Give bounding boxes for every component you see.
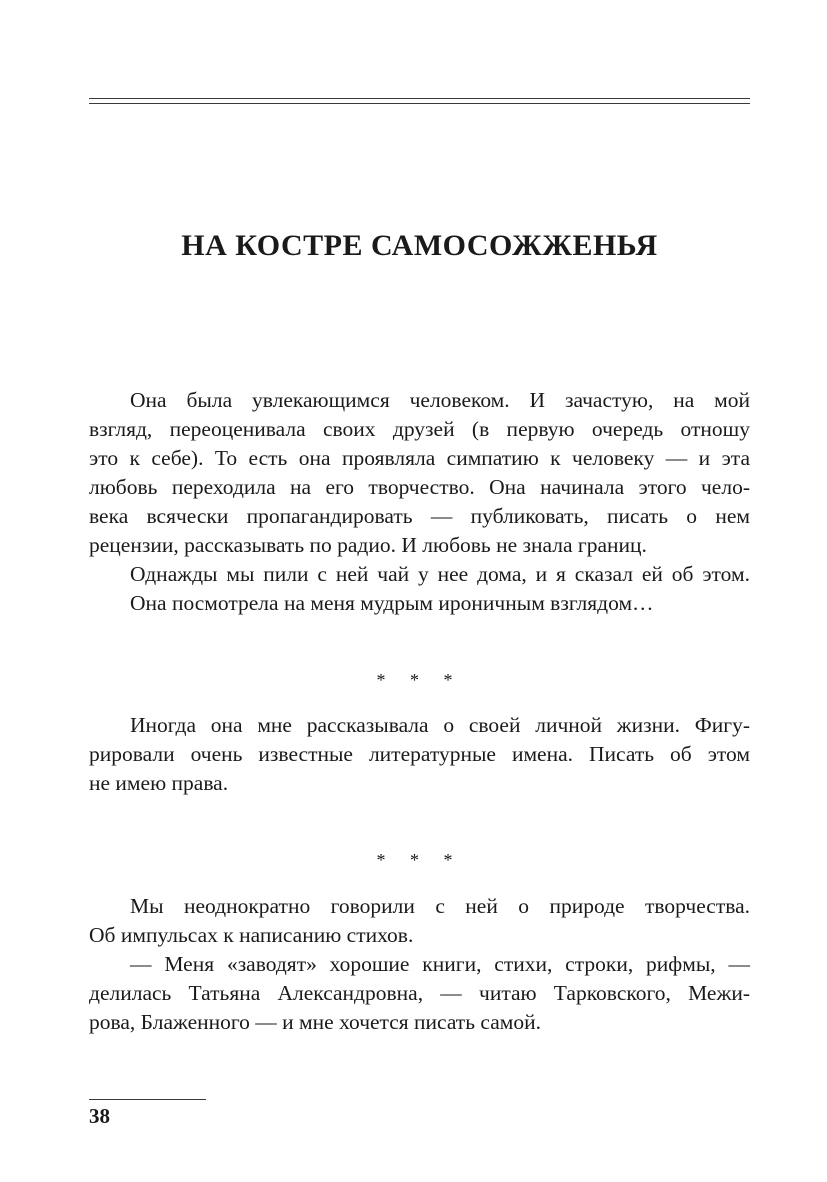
text-line: — Меня «заводят» хорошие книги, стихи, строки, рифмы, — bbox=[130, 952, 750, 976]
text-line: Однажды мы пили с ней чай у нее дома, и я сказал ей об этом. bbox=[130, 562, 750, 586]
text-line: Иногда она мне рассказывала о своей личной жизни. Фигу- bbox=[130, 713, 750, 737]
text-line: любовь переходила на его творчество. Она начинала этого чело- bbox=[89, 475, 750, 499]
page-number: 38 bbox=[89, 1104, 110, 1128]
text-line: Она посмотрела на меня мудрым ироничным взглядом… bbox=[130, 591, 654, 615]
text-section-3 bbox=[89, 892, 750, 1037]
text-line: Мы неоднократно говорили с ней о природе творчества. bbox=[130, 894, 750, 918]
text-line: не имею права. bbox=[89, 771, 229, 795]
text-section-1 bbox=[89, 386, 750, 618]
text-line: делилась Татьяна Александровна, — читаю Тарковского, Межи- bbox=[89, 981, 750, 1005]
text-line: Об импульсах к написанию стихов. bbox=[89, 923, 414, 947]
text-line: века всячески пропагандировать — публиковать, писать о нем bbox=[89, 504, 750, 528]
text-section-2 bbox=[89, 711, 750, 798]
text-line: взгляд, переоценивала своих друзей (в первую очередь отношу bbox=[89, 417, 750, 441]
section-separator: * * * bbox=[376, 850, 463, 870]
text-line: рировали очень известные литературные имена. Писать об этом bbox=[89, 742, 750, 766]
header-rule-top bbox=[89, 98, 750, 99]
text-line: Она была увлекающимся человеком. И зачастую, на мой bbox=[130, 388, 750, 412]
header-rule-bottom bbox=[89, 103, 750, 104]
text-line: рецензии, рассказывать по радио. И любовь не знала границ. bbox=[89, 533, 647, 557]
chapter-title: НА КОСТРЕ САМОСОЖЖЕНЬЯ bbox=[181, 229, 658, 262]
footer-rule bbox=[89, 1099, 206, 1100]
text-line: рова, Блаженного — и мне хочется писать самой. bbox=[89, 1010, 541, 1034]
section-separator: * * * bbox=[376, 670, 463, 690]
text-line: это к себе). То есть она проявляла симпатию к человеку — и эта bbox=[89, 446, 750, 470]
